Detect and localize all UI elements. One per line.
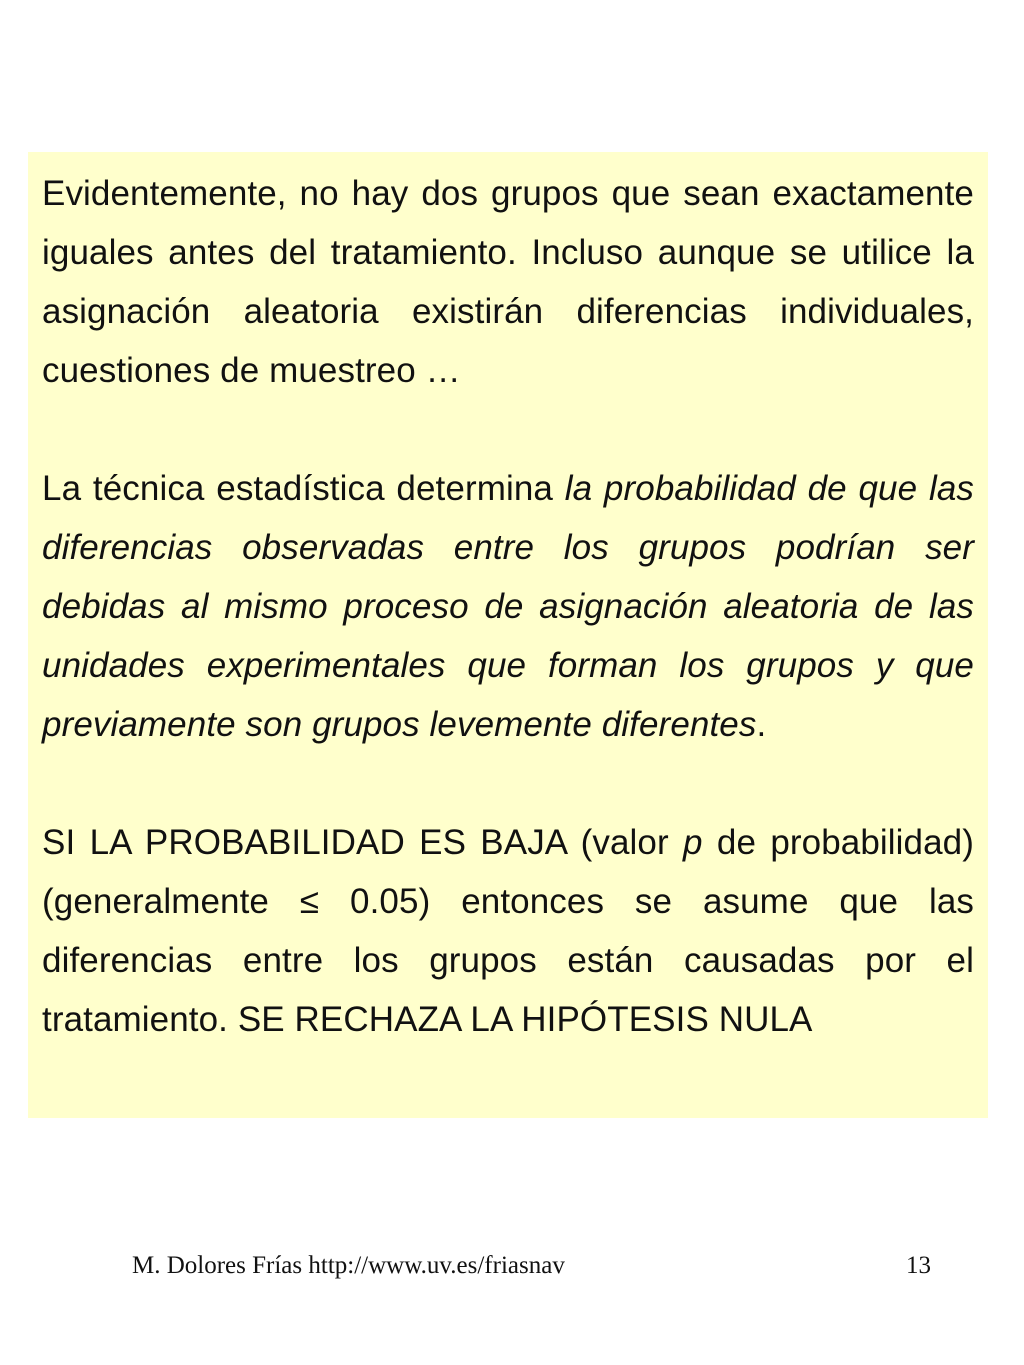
paragraph-end-period: .	[756, 705, 767, 744]
paragraph-tecnica-estadistica	[42, 459, 974, 754]
footer-author: M. Dolores Frías http://www.uv.es/friasnav	[132, 1252, 565, 1279]
slide-content-box	[28, 152, 988, 1118]
page-number: 13	[906, 1252, 931, 1279]
paragraph-lead-text: La técnica estadística determina	[42, 469, 565, 508]
paragraph-evidentemente: Evidentemente, no hay dos grupos que sean exactamente iguales antes del tratamiento. Incluso aunque se utilice la asignación aleatoria existirán diferencias individuales, cuestiones de muestreo …	[42, 174, 974, 390]
paragraph-italic-text: la probabilidad de que las diferencias observadas entre los grupos podrían ser debidas al mismo proceso de asignación aleatoria de las unidades experimentales que forman los grupos y que previamente son grupos levemente diferentes	[42, 469, 974, 744]
slide-footer	[0, 1252, 1024, 1288]
p-value-symbol: p	[683, 823, 703, 862]
paragraph-si-la-probabilidad	[42, 813, 974, 1049]
paragraph3-part2: de probabilidad) (generalmente ≤ 0.05) entonces se asume que las diferencias entre los grupos están causadas por el tratamiento. SE RECHAZA LA HIPÓTESIS NULA	[42, 823, 974, 1039]
paragraph3-part1: SI LA PROBABILIDAD ES BAJA (valor	[42, 823, 684, 862]
